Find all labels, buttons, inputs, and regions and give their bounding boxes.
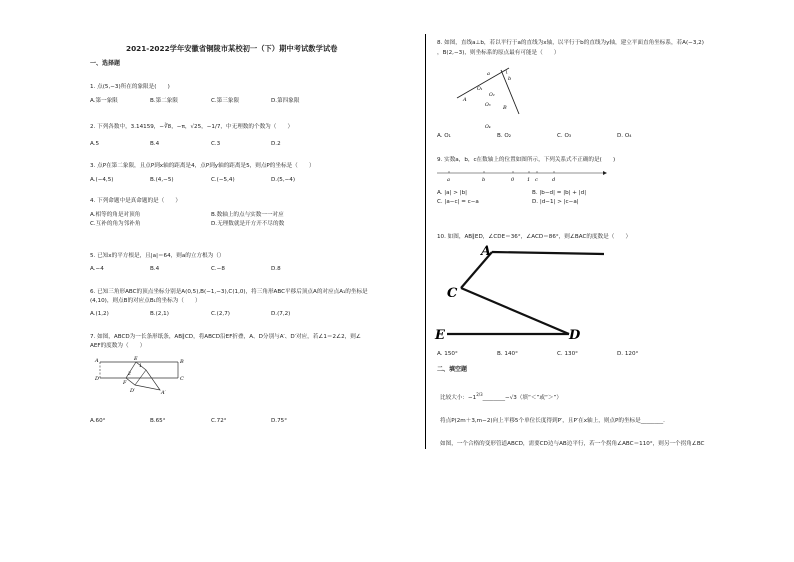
q9-option-a[interactable]: A. |a| > |b|	[437, 190, 468, 196]
q7-label-d: D	[95, 376, 100, 382]
q10-option-d[interactable]: D. 120°	[617, 351, 639, 357]
q2-stem: 2. 下列各数中，3.14159，−∛8，−π，√25，−1/7，中无理数的个数为（ ）	[90, 124, 294, 130]
fill-q11-fraction: 2/3	[476, 392, 483, 397]
q1-option-b[interactable]: B.第二象限	[150, 98, 178, 104]
q2-option-c[interactable]: C.3	[211, 141, 221, 147]
fill-q11	[440, 391, 562, 402]
q1-option-a[interactable]: A.第一象限	[90, 98, 118, 104]
q8-label-o4: O₄	[485, 125, 491, 130]
q8-label-point-a: A	[463, 97, 467, 103]
q8-label-o2: O₂	[489, 93, 495, 98]
q8-label-o3: O₃	[485, 103, 491, 108]
section-fill: 二、填空题	[437, 366, 468, 373]
q9-label-0: 0	[511, 177, 515, 183]
q7-option-b[interactable]: B.65°	[150, 418, 166, 424]
q9-label-c: c	[535, 177, 538, 183]
q9-label-d: d	[552, 177, 556, 183]
q8-label-point-b: B	[503, 105, 507, 111]
q2-option-a[interactable]: A.5	[90, 141, 100, 147]
q8-label-b: b	[508, 76, 512, 82]
q7-label-angle-2: 2	[128, 372, 131, 377]
q9-number-line	[437, 168, 607, 184]
q7-option-c[interactable]: C.72°	[211, 418, 227, 424]
q3-stem: 3. 点P在第二象限，且点P到x轴的距离是4，点P到y轴的距离是5，则点P的坐标是（ ）	[90, 163, 315, 169]
q3-option-b[interactable]: B.(4,−5)	[150, 177, 174, 183]
q6-option-c[interactable]: C.(2,7)	[211, 311, 230, 317]
q10-option-c[interactable]: C. 130°	[557, 351, 578, 357]
q8-label-a: a	[487, 71, 490, 77]
q4-stem: 4. 下列命题中是真命题的是（ ）	[90, 198, 182, 204]
q9-option-c[interactable]: C. |a−c| = c−a	[437, 199, 479, 205]
q5-option-d[interactable]: D.8	[271, 266, 281, 272]
q6-stem-line2: (4,10)，则点B的对应点B₁的坐标为（ ）	[90, 298, 201, 304]
q7-label-d-prime: D′	[130, 388, 136, 394]
q1-option-d[interactable]: D.第四象限	[271, 98, 300, 104]
q2-option-b[interactable]: B.4	[150, 141, 160, 147]
fill-q12: 将点P(2m＋3,m−2)向上平移5个单位长度得到P′，且P′在x轴上，则点P的坐标是________.	[440, 418, 665, 424]
q10-label-d: D	[569, 328, 581, 343]
q6-option-a[interactable]: A.(1,2)	[90, 311, 109, 317]
q10-label-e: E	[435, 328, 445, 343]
q8-figure	[437, 60, 532, 132]
q7-option-a[interactable]: A.60°	[90, 418, 106, 424]
q9-stem: 9. 实数a，b，c在数轴上的位置如图所示，下列关系式不正确的是( )	[437, 157, 616, 163]
q7-label-c: C	[180, 376, 184, 382]
q8-line-a	[457, 68, 512, 98]
q7-label-f: F	[123, 380, 127, 386]
q1-stem: 1. 点(5,−3)所在的象限是( )	[90, 84, 170, 90]
q8-stem-line1: 8. 如图，直线a⊥b，若以平行于a的直线为x轴，以平行于b的直线为y轴，建立平面直角坐标系，若A(−3,2)	[437, 40, 704, 46]
q7-label-angle-1: 1	[139, 364, 142, 369]
q3-option-d[interactable]: D.(5,−4)	[271, 177, 296, 183]
q7-label-e: E	[134, 356, 138, 362]
q8-option-a[interactable]: A. O₁	[437, 133, 451, 139]
q7-option-d[interactable]: D.75°	[271, 418, 288, 424]
q8-option-c[interactable]: C. O₃	[557, 133, 572, 139]
q4-option-c[interactable]: C.互补的角为邻补角	[90, 221, 141, 227]
q10-option-b[interactable]: B. 140°	[497, 351, 518, 357]
q6-option-d[interactable]: D.(7,2)	[271, 311, 291, 317]
q10-figure	[434, 244, 614, 342]
q7-label-a: A	[95, 358, 99, 364]
q10-label-a: A	[481, 244, 492, 259]
q4-option-d[interactable]: D.无理数就是开方开不尽的数	[211, 221, 285, 227]
q10-segment-cd	[461, 288, 569, 334]
fill-q11-prefix: 比较大小：−1	[440, 394, 477, 401]
exam-title: 2021-2022学年安徽省铜陵市某校初一（下）期中考试数学试卷	[126, 44, 338, 53]
q9-label-b: b	[482, 177, 486, 183]
q5-option-a[interactable]: A.−4	[90, 266, 104, 272]
q7-label-b: B	[180, 359, 184, 365]
q6-stem-line1: 6. 已知三角形ABC的顶点坐标分别是A(0,5),B(−1,−3),C(1,0)，将三角形ABC平移后顶点A的对应点A₁的坐标是	[90, 289, 368, 295]
q5-stem: 5. 已知x的平方根是，且|a|＝64，则a的立方根为（）	[90, 253, 225, 259]
q7-line-d-prime	[135, 370, 146, 385]
q4-option-a[interactable]: A.相等的角是对顶角	[90, 212, 141, 218]
q5-option-c[interactable]: C.−8	[211, 266, 225, 272]
q5-option-b[interactable]: B.4	[150, 266, 160, 272]
q8-label-o1: O₁	[477, 87, 483, 92]
q4-option-b[interactable]: B.数轴上的点与实数一一对应	[211, 212, 284, 218]
q1-option-c[interactable]: C.第三象限	[211, 98, 240, 104]
q8-option-b[interactable]: B. O₂	[497, 133, 512, 139]
fill-q11-suffix: ________−√3（填“＜”或“＞”）	[482, 394, 562, 401]
q7-folded-part	[126, 362, 160, 390]
q2-option-d[interactable]: D.2	[271, 141, 281, 147]
q8-stem-line2: ，B(2,−3)，则坐标系的原点最有可能是（ ）	[437, 50, 560, 56]
column-divider	[425, 34, 426, 449]
q8-option-d[interactable]: D. O₄	[617, 133, 632, 139]
q3-option-c[interactable]: C.(−5,4)	[211, 177, 235, 183]
q7-stem-line1: 7. 如图，ABCD为一长条形纸条，AB∥CD，将ABCD沿EF折叠，A、D分别与A′、D′对应，若∠1＝2∠2，则∠	[90, 334, 361, 340]
q10-stem: 10. 如图，AB∥ED，∠CDE＝36°，∠ACD＝86°，则∠BAC的度数是（ ）	[437, 234, 632, 240]
q6-option-b[interactable]: B.(2,1)	[150, 311, 169, 317]
q9-option-d[interactable]: D. |d−1| > |c−a|	[532, 199, 579, 205]
q10-option-a[interactable]: A. 150°	[437, 351, 458, 357]
q9-label-a: a	[447, 177, 450, 183]
q10-label-c: C	[447, 286, 458, 301]
q10-segment-ab	[492, 252, 604, 254]
q7-figure	[90, 354, 190, 404]
q7-stem-line2: AEF的度数为（ ）	[90, 343, 146, 349]
q9-label-1: 1	[527, 177, 531, 183]
q9-option-b[interactable]: B. |b−d| = |b| + |d|	[532, 190, 587, 196]
q7-label-a-prime: A′	[161, 390, 166, 396]
q3-option-a[interactable]: A.(−4,5)	[90, 177, 114, 183]
q9-axis-arrow	[603, 171, 607, 175]
section-choice: 一、选择题	[90, 60, 121, 67]
fill-q13: 如图，一个合格的变形管道ABCD，需要CD边与AB边平行，若一个拐角∠ABC＝110°，则另一个拐角∠BC	[440, 441, 705, 447]
